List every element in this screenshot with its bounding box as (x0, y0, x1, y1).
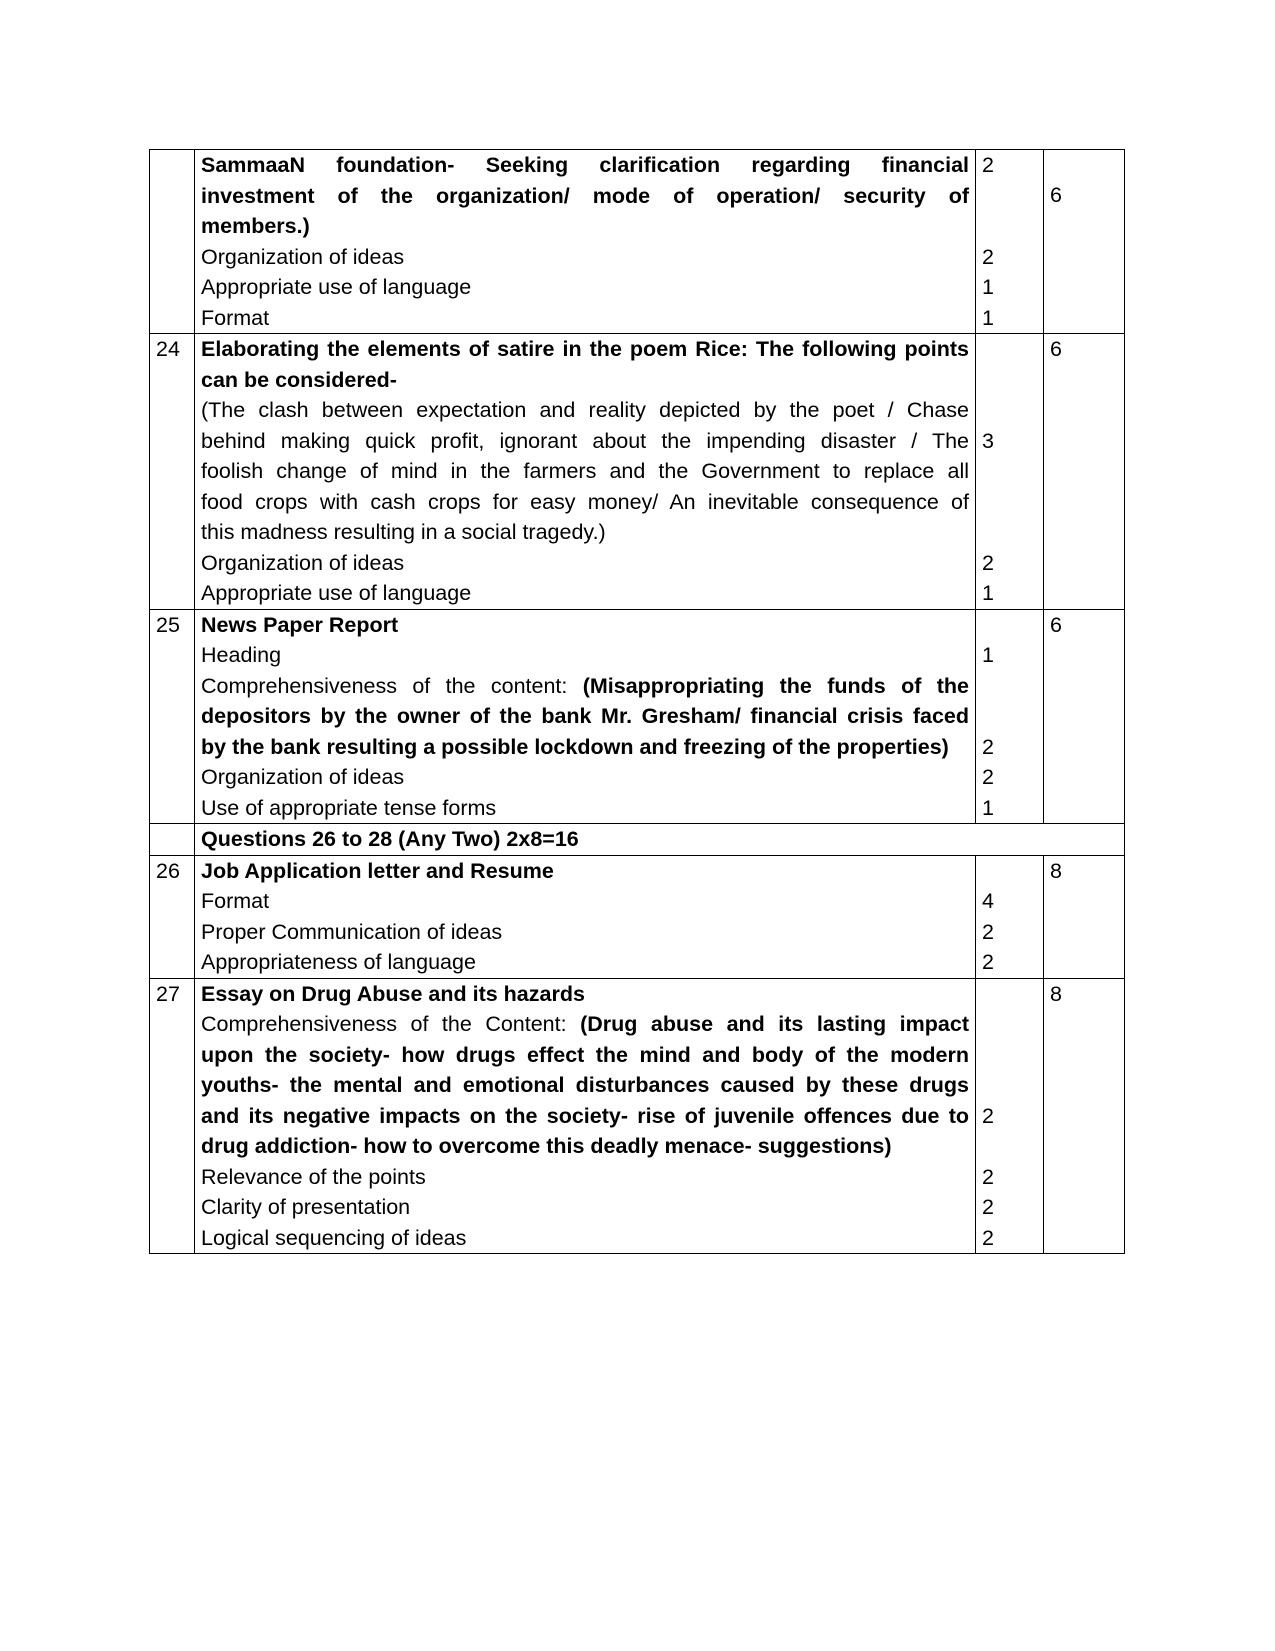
content-line: can be considered- (201, 367, 397, 392)
content-line (201, 1009, 969, 1040)
question-number-cell (150, 150, 195, 334)
content-line: Proper Communication of ideas (201, 919, 503, 944)
content-line: youths- the mental and emotional disturbances caused by these drugs (201, 1073, 969, 1097)
content-line: Appropriate use of language (201, 275, 472, 299)
mark-value (982, 181, 1037, 212)
table-row (150, 978, 1125, 1254)
marks-cell (976, 150, 1044, 334)
total-marks-cell: 6 (1044, 609, 1125, 824)
content-line: by the bank resulting a possible lockdown and freezing of the properties) (201, 734, 949, 759)
mark-value (982, 334, 1037, 365)
content-line: Clarity of presentation (201, 1195, 411, 1219)
mark-value: 2 (982, 550, 994, 575)
table-row (150, 150, 1125, 334)
content-line: Relevance of the points (201, 1164, 426, 1189)
mark-value: 2 (982, 244, 994, 269)
mark-value: 4 (982, 889, 994, 913)
table-row (150, 334, 1125, 610)
question-number-cell: 24 (150, 334, 195, 610)
content-line: depositors by the owner of the bank Mr. Gresham/ financial crisis faced (201, 704, 969, 728)
content-line: Format (201, 305, 270, 330)
content-line: (The clash between expectation and reality depicted by the poet / Chase (201, 398, 969, 422)
content-line: SammaaN foundation- Seeking clarification regarding financial (201, 153, 969, 177)
mark-value: 2 (982, 950, 994, 974)
content-line: Heading (201, 643, 282, 667)
mark-value: 1 (982, 275, 994, 299)
marks-cell (976, 334, 1044, 610)
content-bold: (Misappropriating the funds of the (582, 673, 969, 698)
content-line: Organization of ideas (201, 244, 405, 269)
mark-value (982, 456, 1037, 487)
mark-value: 2 (982, 734, 994, 759)
question-number-cell: 26 (150, 855, 195, 978)
question-number-cell (150, 824, 195, 856)
mark-value (982, 1040, 1037, 1071)
table-row (150, 609, 1125, 824)
content-cell (195, 978, 976, 1254)
mark-value: 1 (982, 643, 994, 667)
content-line: Elaborating the elements of satire in the poem Rice: The following points (201, 337, 969, 361)
content-line: Appropriate use of language (201, 581, 472, 605)
content-line: Organization of ideas (201, 765, 405, 789)
content-cell (195, 855, 976, 978)
content-prefix: Comprehensiveness of the content: (201, 673, 568, 698)
content-line: members.) (201, 214, 310, 238)
content-line: and its negative impacts on the society- rise of juvenile offences due to (201, 1103, 969, 1128)
total-marks-cell: 8 (1044, 855, 1125, 978)
content-line: this madness resulting in a social tragedy.) (201, 520, 606, 544)
section-header-row (150, 824, 1125, 856)
mark-value: 2 (982, 1195, 994, 1219)
content-line (201, 671, 969, 702)
marking-scheme-table (149, 149, 1125, 1254)
content-line: News Paper Report (201, 612, 399, 637)
content-cell (195, 150, 976, 334)
content-cell (195, 609, 976, 824)
content-line: food crops with cash crops for easy money/ An inevitable consequence of (201, 489, 969, 514)
content-line: investment of the organization/ mode of operation/ security of (201, 183, 969, 208)
question-number-cell: 25 (150, 609, 195, 824)
content-cell (195, 334, 976, 610)
mark-value (982, 1070, 1037, 1101)
table-row (150, 855, 1125, 978)
mark-value (982, 487, 1037, 518)
mark-value (982, 365, 1037, 396)
content-line: Appropriateness of language (201, 950, 476, 974)
mark-value (982, 610, 1037, 641)
mark-value: 1 (982, 305, 994, 330)
mark-value: 2 (982, 765, 994, 789)
question-number-cell: 27 (150, 978, 195, 1254)
total-marks-cell: 6 (1044, 334, 1125, 610)
mark-value (982, 1009, 1037, 1040)
content-line: behind making quick profit, ignorant about the impending disaster / The (201, 428, 969, 453)
marks-cell (976, 855, 1044, 978)
section-header: Questions 26 to 28 (Any Two) 2x8=16 (195, 824, 1125, 856)
content-line: Organization of ideas (201, 550, 405, 575)
mark-value (982, 211, 1037, 242)
content-line: Logical sequencing of ideas (201, 1225, 467, 1250)
mark-value: 2 (982, 919, 994, 944)
mark-value: 2 (982, 1225, 994, 1250)
content-prefix: Comprehensiveness of the Content: (201, 1012, 567, 1036)
mark-value: 1 (982, 581, 994, 605)
mark-value (982, 979, 1037, 1010)
mark-value: 2 (982, 153, 994, 177)
mark-value (982, 856, 1037, 887)
mark-value (982, 671, 1037, 702)
total-marks-cell: 8 (1044, 978, 1125, 1254)
marks-cell (976, 609, 1044, 824)
mark-value (982, 701, 1037, 732)
mark-value: 1 (982, 795, 994, 820)
mark-value (982, 517, 1037, 548)
total-marks-cell: 6 (1044, 150, 1125, 334)
content-line: Use of appropriate tense forms (201, 795, 497, 820)
marks-cell (976, 978, 1044, 1254)
content-line: foolish change of mind in the farmers and the Government to replace all (201, 459, 969, 483)
mark-value (982, 395, 1037, 426)
content-line: Job Application letter and Resume (201, 858, 554, 883)
mark-value: 3 (982, 428, 994, 453)
content-line: upon the society- how drugs effect the mind and body of the modern (201, 1042, 969, 1067)
content-bold: (Drug abuse and its lasting impact (580, 1012, 969, 1036)
content-line: Format (201, 889, 270, 913)
content-line: drug addiction- how to overcome this deadly menace- suggestions) (201, 1134, 892, 1158)
content-line: Essay on Drug Abuse and its hazards (201, 981, 585, 1006)
mark-value (982, 1131, 1037, 1162)
mark-value: 2 (982, 1164, 994, 1189)
mark-value: 2 (982, 1103, 994, 1128)
